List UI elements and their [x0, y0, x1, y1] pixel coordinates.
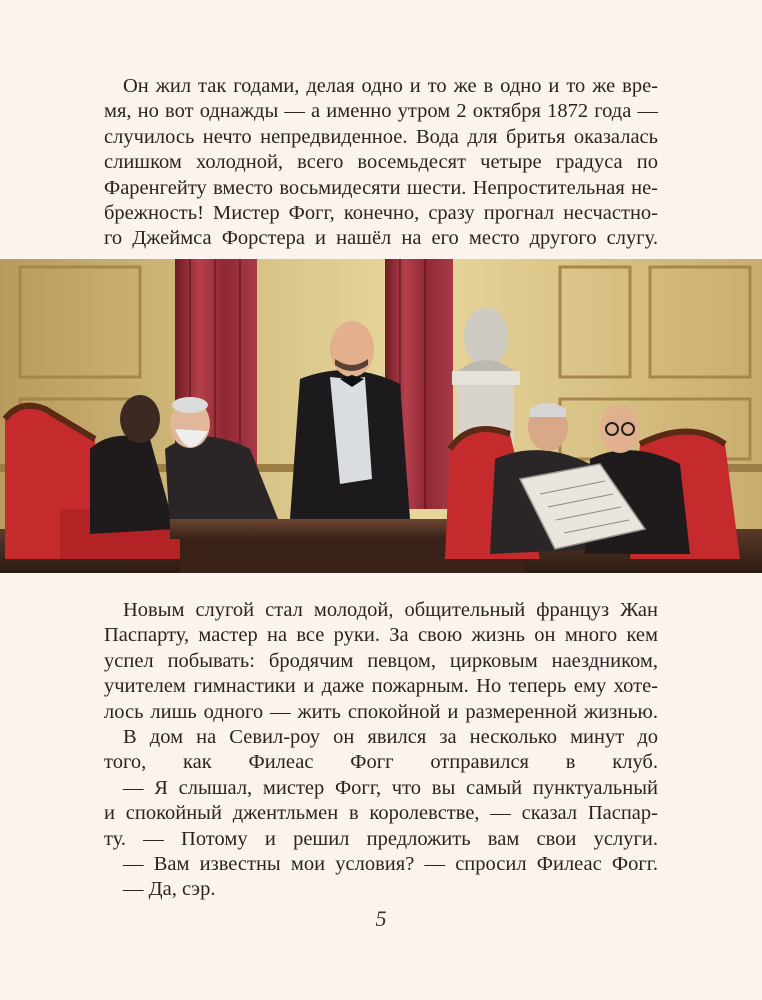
text-line: брежность! Мистер Фогг, конечно, сразу прогнал несчастно-	[104, 202, 658, 225]
text-line: ту. — Потому и решил предложить вам свои услуги.	[104, 827, 658, 850]
text-line: — Вам известны мои условия? — спросил Филеас Фогг.	[123, 853, 658, 876]
club-scene-illustration	[0, 259, 762, 573]
text-line: В дом на Севил-роу он явился за несколько минут до	[123, 726, 658, 749]
text-line: и спокойный джентльмен в королевстве, — сказал Паспар-	[104, 802, 658, 825]
text-line: слишком холодной, всего восемьдесят четыре градуса по	[104, 151, 658, 174]
paragraph-bottom	[104, 598, 658, 903]
text-line: того, как Филеас Фогг отправился в клуб.	[104, 751, 658, 774]
illustration-canvas	[0, 259, 762, 573]
text-line: успел побывать: бродячим певцом, цирковым наездником,	[104, 649, 658, 672]
text-line: го Джеймса Форстера и нашёл на его место другого слугу.	[104, 227, 658, 250]
text-line: Фаренгейту вместо восьмидесяти шести. Непростительная не-	[104, 176, 658, 199]
text-line: мя, но вот однажды — а именно утром 2 октября 1872 года —	[104, 100, 658, 123]
text-line: — Да, сэр.	[123, 878, 216, 901]
text-line: Паспарту, мастер на все руки. За свою жизнь он много кем	[104, 624, 658, 647]
text-line: Он жил так годами, делая одно и то же в одно и то же вре-	[123, 75, 658, 97]
paragraph-top	[104, 74, 658, 252]
text-line: Новым слугой стал молодой, общительный француз Жан	[123, 599, 658, 621]
page-number: 5	[375, 906, 387, 931]
text-line: — Я слышал, мистер Фогг, что вы самый пунктуальный	[123, 776, 658, 799]
text-line: случилось нечто непредвиденное. Вода для бритья оказалась	[104, 125, 658, 148]
text-line: лось лишь одного — жить спокойной и размеренной жизнью.	[104, 700, 658, 723]
text-line: учителем гимнастики и даже пожарным. Но теперь ему хоте-	[104, 675, 658, 698]
